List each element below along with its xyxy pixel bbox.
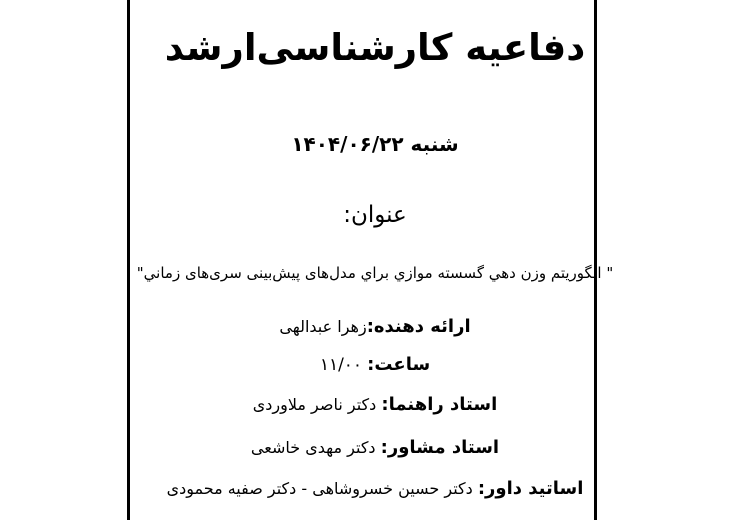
time-value: ۱۱/۰۰	[319, 355, 363, 375]
examiners-label: اساتید داور:	[477, 478, 584, 499]
examiners-row	[0, 478, 750, 499]
date-value: ۱۴۰۴/۰۶/۲۲	[291, 132, 404, 156]
supervisor-label: استاد راهنما:	[381, 394, 498, 415]
time-row	[0, 354, 750, 375]
presenter-label: ارائه دهنده:	[366, 316, 471, 337]
presenter-name: زهرا عبدالهی	[279, 317, 367, 336]
subject-label: عنوان:	[343, 202, 407, 228]
advisor-label: استاد مشاور:	[380, 437, 500, 458]
weekday: شنبه	[410, 132, 459, 156]
presenter-row	[0, 316, 750, 337]
page-title: دفاعیه کارشناسی‌ارشد	[164, 26, 586, 69]
supervisor-row	[0, 394, 750, 415]
examiners-names: دکتر حسین خسروشاهی - دکتر صفیه محمودی	[166, 479, 473, 498]
supervisor-name: دکتر ناصر ملاوردی	[252, 395, 377, 414]
advisor-name: دکتر مهدی خاشعی	[250, 438, 376, 457]
defense-date	[0, 132, 750, 156]
advisor-row	[0, 437, 750, 458]
thesis-title: " الگوریتم وزن دهي گسسته موازي براي مدل‌های پیش‌بینی سری‌های زماني"	[136, 264, 614, 282]
time-label: ساعت:	[367, 354, 431, 375]
